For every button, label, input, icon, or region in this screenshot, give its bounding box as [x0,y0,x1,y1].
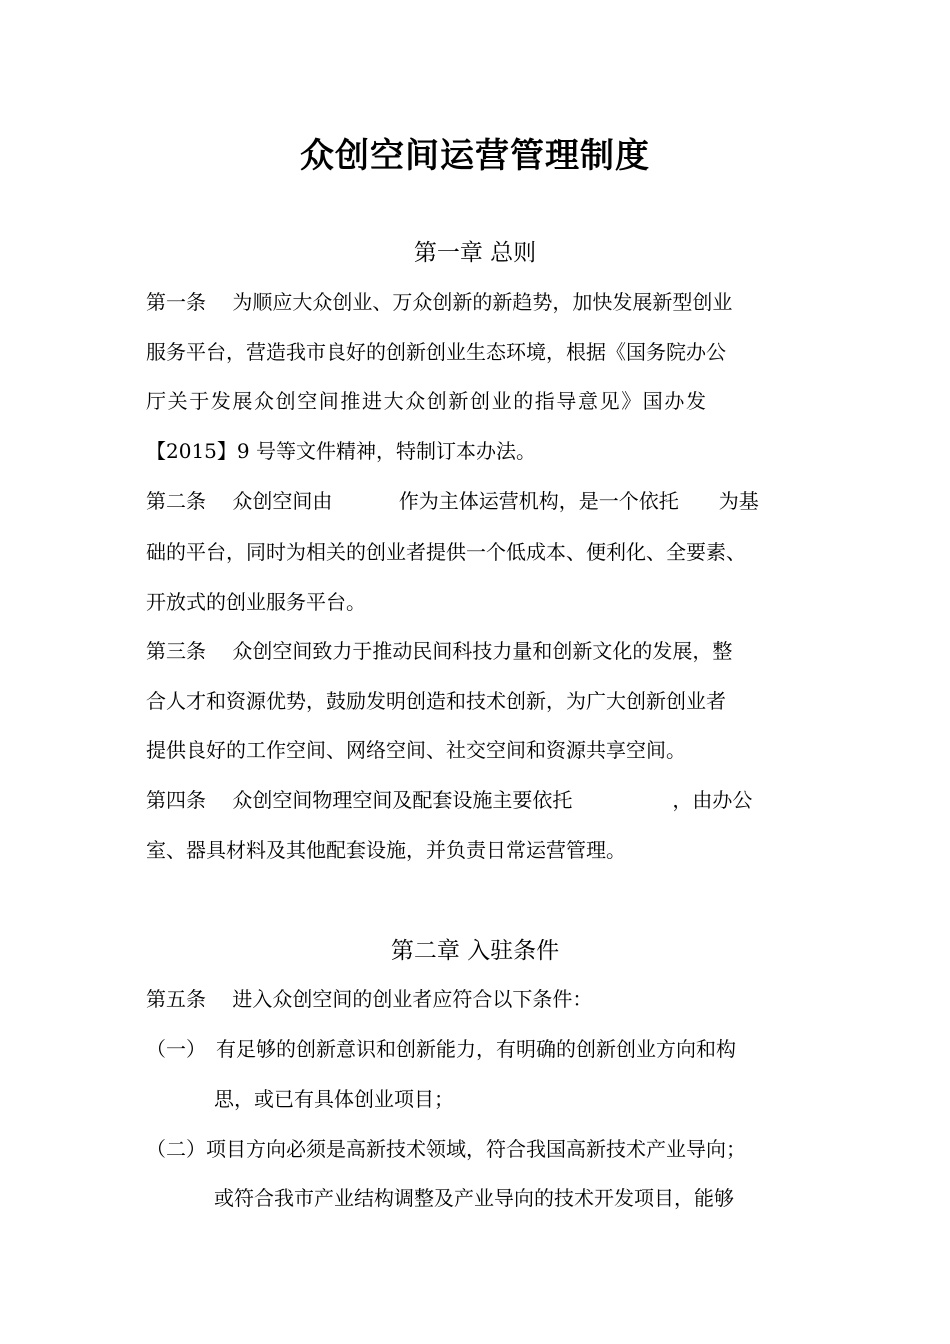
article-1-line-1: 第一条 为顺应大众创业、万众创新的新趋势，加快发展新型创业 [146,290,733,314]
article-4-line-2: 室、器具材料及其他配套设施，并负责日常运营管理。 [146,838,626,862]
chapter-2-heading: 第二章 入驻条件 [390,938,560,964]
article-1-line-3: 厅关于发展众创空间推进大众创新创业的指导意见》国办发 [146,389,708,413]
article-4-line-1: 第四条 众创空间物理空间及配套设施主要依托 ，由办公 [146,788,753,812]
item-1-line-1: （一） 有足够的创新意识和创新能力，有明确的创新创业方向和构 [146,1037,736,1061]
article-3-line-2: 合人才和资源优势，鼓励发明创造和技术创新，为广大创新创业者 [146,689,726,713]
chapter-1-heading: 第一章 总则 [413,240,537,266]
article-3-line-1: 第三条 众创空间致力于推动民间科技力量和创新文化的发展，整 [146,639,733,663]
article-1-line-2: 服务平台，营造我市良好的创新创业生态环境，根据《国务院办公 [146,340,726,364]
article-2-line-2: 础的平台，同时为相关的创业者提供一个低成本、便利化、全要素、 [146,540,746,564]
article-1-line-4: 【2015】9 号等文件精神，特制订本办法。 [146,439,536,463]
item-2-line-2: 或符合我市产业结构调整及产业导向的技术开发项目，能够 [214,1186,734,1210]
document-title: 众创空间运营管理制度 [300,136,650,176]
item-1-line-2: 思，或已有具体创业项目； [214,1087,454,1111]
article-5-line-1: 第五条 进入众创空间的创业者应符合以下条件： [146,987,593,1011]
item-2-line-1: （二）项目方向必须是高新技术领域，符合我国高新技术产业导向； [146,1137,746,1161]
article-3-line-3: 提供良好的工作空间、网络空间、社交空间和资源共享空间。 [146,738,686,762]
article-2-line-3: 开放式的创业服务平台。 [146,590,366,614]
article-2-line-1: 第二条 众创空间由 作为主体运营机构，是一个依托 为基 [146,489,759,513]
